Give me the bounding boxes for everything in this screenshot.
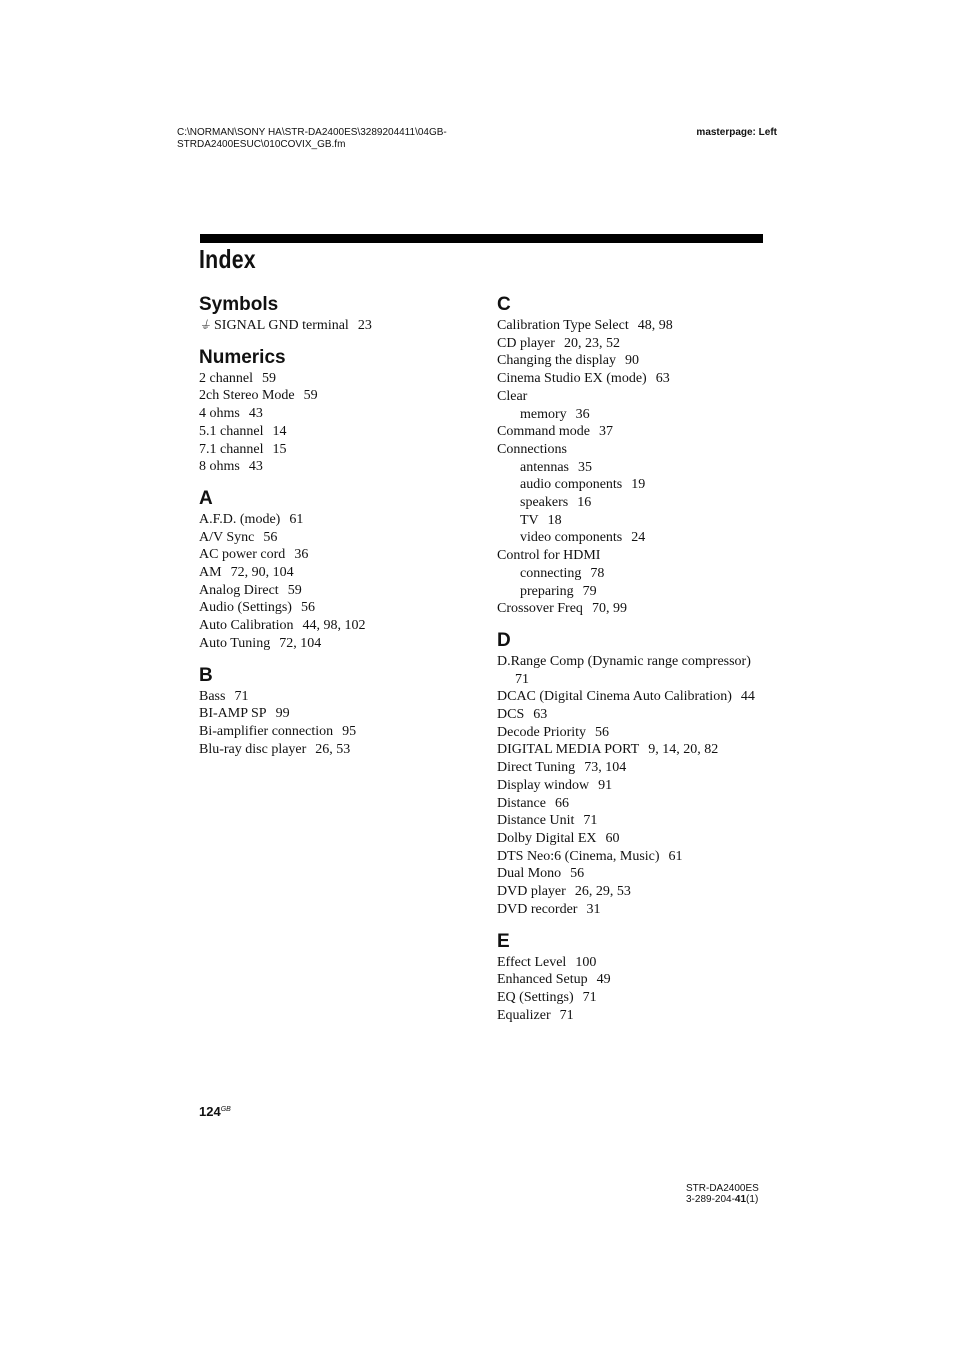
entry-term: Calibration Type Select	[497, 318, 629, 333]
part-number-revision: 41	[734, 1194, 747, 1205]
file-path-line-1: C:\NORMAN\SONY HA\STR-DA2400ES\3289204411\04GB-	[177, 127, 447, 138]
entry-term: 2ch Stereo Mode	[199, 388, 295, 404]
page-number-value: 124	[199, 1104, 221, 1119]
entry-term: Analog Direct	[199, 582, 279, 598]
entry-term: DVD player	[497, 884, 566, 900]
entry-term: 5.1 channel	[199, 423, 264, 439]
entry-term: Auto Calibration	[199, 618, 294, 634]
index-entry	[199, 405, 469, 423]
entry-pages: 9, 14, 20, 82	[648, 742, 719, 758]
entry-pages: 49	[596, 972, 611, 988]
index-entry	[199, 370, 469, 388]
entry-pages: 35	[577, 459, 592, 475]
index-entry	[199, 529, 469, 547]
entry-term: Dolby Digital EX	[497, 830, 597, 846]
index-entry	[497, 883, 772, 901]
entry-term: DVD recorder	[497, 901, 578, 917]
index-entry	[497, 317, 772, 335]
index-entry	[497, 989, 772, 1007]
index-section	[497, 931, 772, 1025]
index-subentry	[497, 494, 772, 512]
index-entry	[497, 812, 772, 830]
entry-pages: 91	[598, 777, 613, 793]
index-entry	[497, 795, 772, 813]
entry-term: Blu-ray disc player	[199, 741, 307, 757]
index-section	[199, 665, 469, 759]
index-subentry	[497, 459, 772, 477]
entry-pages: 26, 53	[315, 741, 351, 757]
index-entry	[199, 635, 469, 653]
entry-term: Auto Tuning	[199, 635, 271, 651]
title-rule	[200, 234, 763, 243]
entry-term: 4 ohms	[199, 406, 240, 422]
file-path	[177, 127, 447, 151]
index-section	[199, 294, 469, 335]
index-entry	[199, 564, 469, 582]
index-subentry	[497, 476, 772, 494]
entry-pages: 59	[287, 582, 302, 598]
entry-pages: 26, 29, 53	[574, 884, 631, 900]
entry-pages: 36	[294, 547, 309, 563]
entry-term: 2 channel	[199, 370, 254, 386]
entry-pages: 71	[515, 671, 529, 687]
section-heading: Numerics	[199, 346, 286, 368]
entry-term: 8 ohms	[199, 459, 240, 475]
entry-term: speakers	[520, 495, 569, 511]
entry-term: CD player	[497, 335, 555, 351]
index-entry	[199, 617, 469, 635]
index-subentry	[497, 529, 772, 547]
entry-pages: 56	[263, 529, 278, 545]
entry-pages: 71	[583, 813, 598, 829]
entry-term: audio components	[520, 477, 623, 493]
entry-pages: 44, 98, 102	[302, 618, 366, 634]
index-entry	[199, 458, 469, 476]
section-heading: C	[497, 294, 511, 315]
index-entry	[497, 653, 772, 688]
entry-pages: 61	[668, 848, 683, 864]
index-entry	[497, 741, 772, 759]
index-section	[199, 347, 469, 476]
index-section	[199, 488, 469, 653]
index-entry	[497, 352, 772, 370]
index-entry	[199, 688, 469, 706]
entry-pages: 37	[598, 424, 613, 440]
index-entry	[199, 511, 469, 529]
entry-pages: 61	[289, 511, 304, 527]
index-entry	[497, 971, 772, 989]
entry-term: Effect Level	[497, 954, 567, 970]
entry-term: Display window	[497, 777, 590, 793]
index-entry	[497, 706, 772, 724]
index-entry	[497, 335, 772, 353]
index-entry	[497, 901, 772, 919]
entry-pages: 24	[631, 530, 646, 546]
index-section	[497, 294, 772, 618]
index-section	[497, 630, 772, 919]
entry-term: Control for HDMI	[497, 548, 601, 564]
index-entry	[497, 688, 772, 706]
entry-pages: 23	[357, 318, 372, 333]
entry-term: BI-AMP SP	[199, 706, 267, 722]
entry-term: Audio (Settings)	[199, 600, 292, 616]
index-entry	[199, 582, 469, 600]
entry-pages: 72, 90, 104	[230, 565, 294, 581]
entry-term: Dual Mono	[497, 866, 562, 882]
entry-term: DCAC (Digital Cinema Auto Calibration)	[497, 689, 732, 705]
entry-pages: 63	[533, 707, 548, 723]
entry-pages: 18	[547, 512, 562, 528]
entry-term: 7.1 channel	[199, 441, 264, 457]
entry-pages: 73, 104	[584, 760, 627, 776]
section-heading: E	[497, 930, 510, 952]
entry-pages: 71	[234, 688, 249, 704]
entry-pages: 59	[262, 370, 277, 386]
entry-pages: 95	[342, 723, 357, 739]
entry-pages: 60	[605, 830, 620, 846]
entry-term: Crossover Freq	[497, 601, 583, 617]
entry-pages: 66	[554, 795, 569, 811]
index-entry	[497, 848, 772, 866]
footer-code	[686, 1183, 759, 1205]
page-title: Index	[199, 244, 256, 274]
index-entry	[497, 759, 772, 777]
index-entry	[199, 387, 469, 405]
entry-pages: 48, 98	[637, 318, 673, 333]
index-entry	[497, 954, 772, 972]
entry-term: antennas	[520, 459, 569, 475]
page-number-suffix: GB	[220, 1106, 231, 1113]
section-heading: A	[199, 487, 213, 509]
index-entry	[497, 724, 772, 742]
index-subentry	[497, 565, 772, 583]
entry-term: AM	[199, 565, 222, 581]
section-heading: D	[497, 629, 511, 651]
index-column-left	[199, 294, 469, 770]
index-entry	[199, 546, 469, 564]
masterpage-label: masterpage: Left	[696, 127, 777, 138]
footer-part-number	[686, 1194, 759, 1205]
entry-term: DCS	[497, 707, 525, 723]
index-entry	[497, 865, 772, 883]
entry-pages: 71	[582, 989, 597, 1005]
part-number-prefix: 3-289-204-	[686, 1194, 735, 1205]
entry-term: Clear	[497, 388, 528, 404]
page-number	[199, 1104, 231, 1119]
entry-pages: 14	[272, 423, 287, 439]
entry-term: Command mode	[497, 424, 590, 440]
index-column-right	[497, 294, 772, 1036]
entry-pages: 15	[272, 441, 287, 457]
index-entry	[497, 423, 772, 441]
ground-icon: ⏚	[199, 318, 212, 332]
file-path-line-2: STRDA2400ESUC\010COVIX_GB.fm	[177, 139, 346, 150]
entry-pages: 44	[740, 689, 755, 705]
index-entry	[497, 370, 772, 388]
entry-term: SIGNAL GND terminal	[214, 318, 349, 333]
entry-term: Bi-amplifier connection	[199, 723, 334, 739]
entry-pages: 70, 99	[591, 601, 627, 617]
index-entry	[199, 317, 469, 335]
entry-pages: 56	[570, 866, 585, 882]
index-entry	[199, 599, 469, 617]
entry-term: Cinema Studio EX (mode)	[497, 371, 647, 387]
entry-pages: 59	[303, 388, 318, 404]
entry-pages: 71	[559, 1007, 574, 1023]
index-entry	[497, 388, 772, 406]
index-entry	[497, 830, 772, 848]
entry-term: Equalizer	[497, 1007, 551, 1023]
entry-pages: 79	[582, 583, 597, 599]
entry-term: Decode Priority	[497, 724, 587, 740]
entry-term: Connections	[497, 441, 567, 457]
index-entry	[497, 1007, 772, 1025]
section-heading: B	[199, 664, 213, 686]
entry-pages: 43	[248, 459, 263, 475]
index-entry	[199, 723, 469, 741]
entry-pages: 16	[577, 495, 592, 511]
entry-term: TV	[520, 512, 539, 528]
entry-pages: 72, 104	[279, 635, 322, 651]
entry-pages: 31	[586, 901, 601, 917]
index-entry	[497, 777, 772, 795]
entry-pages: 36	[575, 406, 590, 422]
entry-term: Enhanced Setup	[497, 972, 588, 988]
index-entry	[497, 600, 772, 618]
entry-term: memory	[520, 406, 567, 422]
index-entry	[497, 441, 772, 459]
entry-pages: 56	[300, 600, 315, 616]
entry-term: connecting	[520, 565, 582, 581]
entry-pages: 90	[625, 353, 639, 369]
entry-pages: 99	[275, 706, 290, 722]
index-entry	[199, 705, 469, 723]
entry-term: D.Range Comp (Dynamic range compressor)	[497, 653, 751, 669]
entry-term: A.F.D. (mode)	[199, 511, 281, 527]
footer-model: STR-DA2400ES	[686, 1183, 759, 1194]
section-heading: Symbols	[199, 294, 279, 315]
part-number-suffix: (1)	[746, 1194, 759, 1205]
entry-term: AC power cord	[199, 547, 286, 563]
entry-term: Changing the display	[497, 353, 616, 369]
entry-pages: 19	[631, 477, 646, 493]
index-subentry	[497, 406, 772, 424]
index-entry	[199, 741, 469, 759]
index-subentry	[497, 583, 772, 601]
index-subentry	[497, 512, 772, 530]
entry-pages: 100	[575, 954, 597, 970]
entry-term: Bass	[199, 688, 226, 704]
entry-term: preparing	[520, 583, 574, 599]
entry-term: Distance Unit	[497, 813, 575, 829]
entry-term: Distance	[497, 795, 546, 811]
entry-term: DTS Neo:6 (Cinema, Music)	[497, 848, 660, 864]
index-entry	[497, 547, 772, 565]
entry-pages: 43	[248, 406, 263, 422]
index-entry	[199, 441, 469, 459]
entry-term: EQ (Settings)	[497, 989, 574, 1005]
entry-pages: 78	[590, 565, 605, 581]
index-entry	[199, 423, 469, 441]
entry-pages: 20, 23, 52	[563, 335, 620, 351]
entry-term: DIGITAL MEDIA PORT	[497, 742, 640, 758]
entry-term: Direct Tuning	[497, 760, 576, 776]
entry-term: video components	[520, 530, 623, 546]
entry-pages: 56	[595, 724, 610, 740]
entry-pages: 63	[655, 371, 670, 387]
entry-term: A/V Sync	[199, 529, 255, 545]
